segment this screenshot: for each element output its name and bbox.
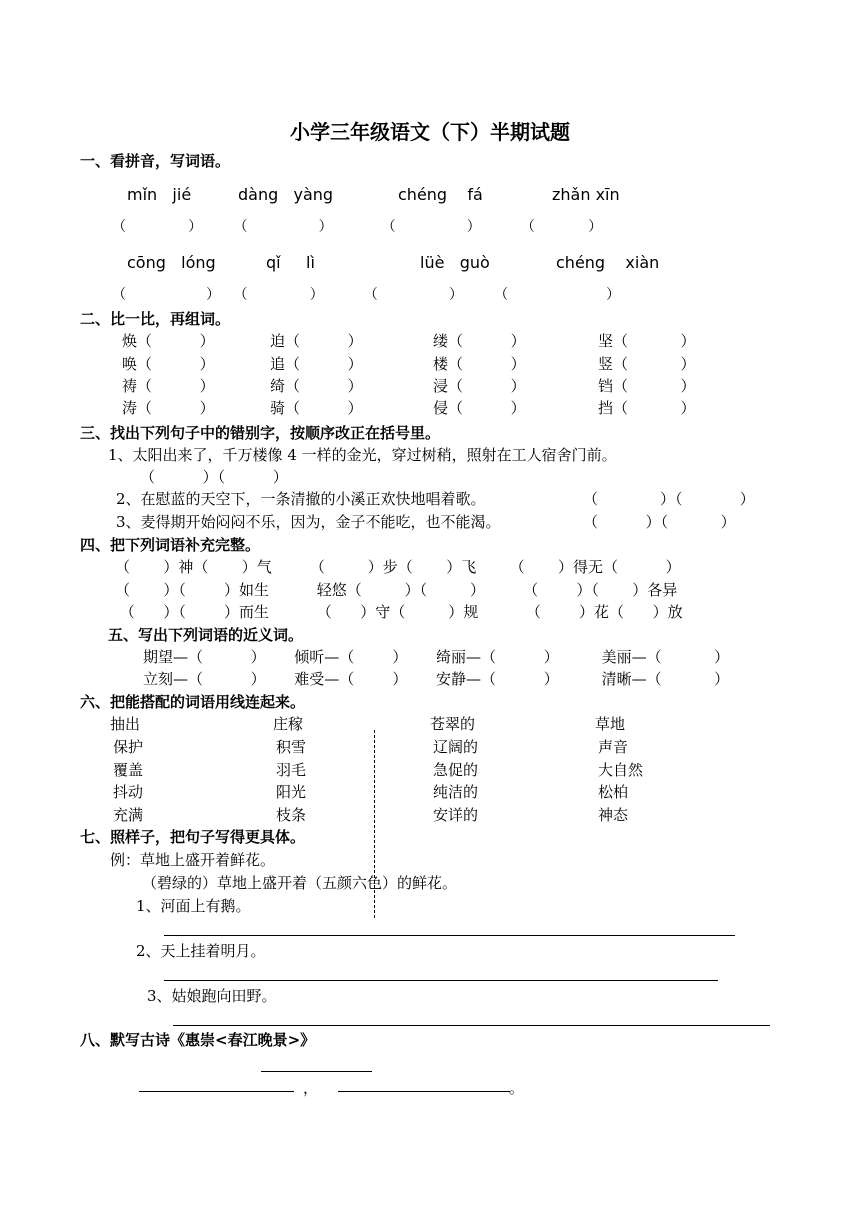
match-word[interactable]: 辽阔的	[433, 738, 479, 756]
sentence-3-answer[interactable]: （ ）（ ）	[583, 513, 736, 531]
match-word[interactable]: 充满	[113, 806, 144, 824]
match-word[interactable]: 大自然	[598, 761, 644, 779]
sentence-1-answer[interactable]: （ ）（ ）	[140, 468, 288, 486]
comma: ，	[303, 1079, 319, 1097]
sentence-1: 1、太阳出来了，千万楼像 4 一样的金光，穿过树稍，照射在工人宿舍门前。	[108, 446, 617, 464]
poem-title-line[interactable]	[261, 1071, 372, 1072]
answer-line-3[interactable]	[173, 1025, 770, 1026]
section-1-heading: 一、看拼音，写词语。	[80, 152, 231, 170]
answer-parens-row-2[interactable]: （ ） （ ） （ ） （ ）	[112, 287, 621, 303]
compare-item[interactable]: 焕（ ）	[122, 332, 215, 350]
section-7-heading: 七、照样子，把句子写得更具体。	[80, 828, 306, 846]
match-word[interactable]: 松柏	[598, 783, 629, 801]
answer-parens-row-1[interactable]: （ ） （ ） （ ） （ ）	[112, 219, 603, 235]
poem-line-2[interactable]	[338, 1091, 510, 1092]
match-word[interactable]: 急促的	[433, 761, 479, 779]
match-word[interactable]: 抖动	[113, 783, 144, 801]
pinyin-5: cōng lóng	[127, 253, 216, 272]
sentence-3: 3、麦得期开始闷闷不乐，因为，金子不能吃，也不能渴。	[116, 513, 501, 531]
pinyin-6: qǐ lì	[266, 253, 315, 272]
rewrite-question-2: 2、天上挂着明月。	[136, 942, 266, 960]
idiom-row-1[interactable]: （ ）神（ ）气 （ ）步（ ）飞 （ ）得无（ ）	[115, 558, 681, 576]
match-word[interactable]: 羽毛	[276, 761, 307, 779]
compare-item[interactable]: 涛（ ）	[122, 399, 215, 417]
compare-item[interactable]: 挡（ ）	[598, 399, 696, 417]
period: 。	[509, 1079, 525, 1097]
pinyin-1: mǐn jié	[127, 185, 192, 204]
pinyin-7: lüè guò	[420, 253, 490, 272]
match-word[interactable]: 积雪	[276, 738, 307, 756]
answer-line-2[interactable]	[164, 980, 718, 981]
compare-item[interactable]: 铛（ ）	[598, 377, 696, 395]
section-3-heading: 三、找出下列句子中的错别字，按顺序改正在括号里。	[80, 424, 441, 442]
compare-item[interactable]: 迫（ ）	[270, 332, 363, 350]
match-word[interactable]: 苍翠的	[430, 715, 476, 733]
compare-item[interactable]: 侵（ ）	[433, 399, 526, 417]
section-8-heading: 八、默写古诗《惠崇<春江晚景>》	[80, 1031, 316, 1049]
synonym-row-2[interactable]: 立刻—（ ） 难受—（ ） 安静—（ ） 清晰—（ ）	[143, 670, 730, 688]
match-word[interactable]: 草地	[595, 715, 626, 733]
match-word[interactable]: 阳光	[276, 783, 307, 801]
section-5-heading: 五、写出下列词语的近义词。	[108, 626, 304, 644]
compare-item[interactable]: 绮（ ）	[270, 377, 363, 395]
pinyin-4: zhǎn xīn	[552, 185, 620, 204]
pinyin-8: chéng xiàn	[556, 253, 660, 272]
compare-item[interactable]: 祷（ ）	[122, 377, 215, 395]
match-word[interactable]: 枝条	[276, 806, 307, 824]
match-word[interactable]: 声音	[598, 738, 629, 756]
example-sentence: 例：草地上盛开着鲜花。	[110, 851, 276, 869]
match-word[interactable]: 纯洁的	[433, 783, 479, 801]
rewrite-question-3: 3、姑娘跑向田野。	[147, 987, 277, 1005]
compare-item[interactable]: 追（ ）	[270, 355, 363, 373]
match-word[interactable]: 庄稼	[273, 715, 304, 733]
compare-item[interactable]: 楼（ ）	[433, 355, 526, 373]
pinyin-2: dàng yàng	[238, 185, 334, 204]
idiom-row-2[interactable]: （ ）（ ）如生 轻悠（ ）（ ） （ ）（ ）各异	[115, 581, 678, 599]
match-word[interactable]: 抽出	[110, 715, 141, 733]
page-title: 小学三年级语文（下）半期试题	[290, 120, 570, 144]
example-answer: （碧绿的）草地上盛开着（五颜六色）的鲜花。	[142, 874, 458, 892]
poem-line-1[interactable]	[139, 1091, 294, 1092]
match-word[interactable]: 神态	[598, 806, 629, 824]
sentence-2: 2、在慰蓝的天空下，一条清撤的小溪正欢快地唱着歌。	[116, 490, 486, 508]
compare-item[interactable]: 唤（ ）	[122, 355, 215, 373]
compare-item[interactable]: 骑（ ）	[270, 399, 363, 417]
section-4-heading: 四、把下列词语补充完整。	[80, 536, 261, 554]
compare-item[interactable]: 浸（ ）	[433, 377, 526, 395]
sentence-2-answer[interactable]: （ ）（ ）	[583, 490, 755, 508]
compare-item[interactable]: 坚（ ）	[598, 332, 696, 350]
rewrite-question-1: 1、河面上有鹅。	[136, 897, 251, 915]
match-word[interactable]: 安详的	[433, 806, 479, 824]
match-word[interactable]: 覆盖	[113, 761, 144, 779]
synonym-row-1[interactable]: 期望—（ ） 倾听—（ ） 绮丽—（ ） 美丽—（ ）	[143, 648, 730, 666]
pinyin-3: chéng fá	[398, 185, 483, 204]
match-word[interactable]: 保护	[113, 738, 144, 756]
section-6-heading: 六、把能搭配的词语用线连起来。	[80, 693, 306, 711]
compare-item[interactable]: 缕（ ）	[433, 332, 526, 350]
answer-line-1[interactable]	[164, 935, 735, 936]
idiom-row-3[interactable]: （ ）（ ）而生 （ ）守（ ）规 （ ）花（ ）放	[115, 603, 683, 621]
section-2-heading: 二、比一比，再组词。	[80, 310, 231, 328]
compare-item[interactable]: 竖（ ）	[598, 355, 696, 373]
